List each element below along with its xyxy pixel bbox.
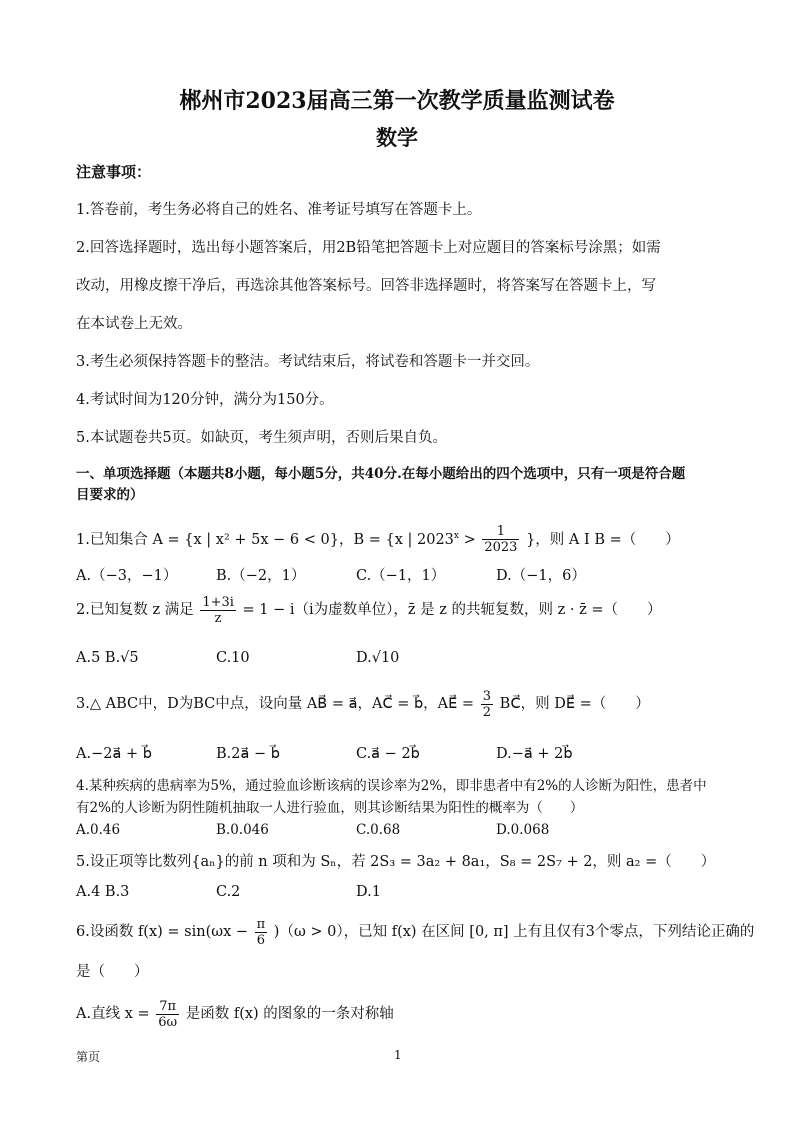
- q4-option-b[interactable]: B.0.046: [216, 822, 269, 838]
- q2-option-a-b[interactable]: A.5 B.√5: [76, 650, 139, 666]
- q2-option-d[interactable]: D.√10: [356, 650, 400, 666]
- q1-option-d[interactable]: D.（−1，6）: [496, 568, 586, 584]
- q5-option-d[interactable]: D.1: [356, 884, 381, 900]
- q2-fraction-numerator: 1+3i: [202, 594, 234, 610]
- question-5-stem: 5.设正项等比数列{aₙ}的前 n 项和为 Sₙ，若 2S₃ = 3a₂ + 8a₁，S₈ = 2S₇ + 2，则 a₂ =（ ）: [76, 854, 716, 870]
- section-heading-line-1: 一、单项选择题（本题共8小题，每小题5分，共40分.在每小题给出的四个选项中，只有一项是符合题: [76, 466, 686, 482]
- q6-fraction: [255, 917, 268, 948]
- question-4-stem-line-2: 有2%的人诊断为阴性随机抽取一人进行验血，则其诊断结果为阳性的概率为（ ）: [76, 800, 584, 816]
- q1-option-b[interactable]: B.（−2，1）: [216, 568, 306, 584]
- q1-fraction-denominator: 2023: [484, 540, 518, 556]
- q2-stem-part-a: 2.已知复数 z 满足: [76, 602, 194, 618]
- q1-stem-part-c: }，则 A I B =（ ）: [526, 531, 680, 548]
- notice-heading: 注意事项：: [76, 163, 152, 181]
- q3-stem-part-b: BC⃗，则 DE⃗ =（ ）: [499, 696, 650, 712]
- notice-item-3: 3.考生必须保持答题卡的整洁。考试结束后，将试卷和答题卡一并交回。: [76, 354, 540, 370]
- question-2-stem: [76, 590, 661, 630]
- q6-option-a-part-b: 是函数 f(x) 的图象的一条对称轴: [185, 1006, 394, 1022]
- q4-option-c[interactable]: C.0.68: [356, 822, 401, 838]
- q2-stem-part-b: = 1 − i（i为虚数单位），z̄ 是 z 的共轭复数，则 z · z̄ =（ ）: [242, 602, 662, 618]
- question-6-stem: [76, 912, 754, 952]
- notice-item-5: 5.本试题卷共5页。如缺页，考生须声明，否则后果自负。: [76, 430, 448, 446]
- q1-exponent: x: [453, 531, 459, 541]
- q5-option-a-b[interactable]: A.4 B.3: [76, 884, 130, 900]
- q3-option-b[interactable]: B.2a⃗ − b⃗: [216, 746, 280, 762]
- q1-option-a[interactable]: A.（−3，−1）: [76, 568, 178, 584]
- notice-item-2-line-2: 改动，用橡皮擦干净后，再选涂其他答案标号。回答非选择题时，将答案写在答题卡上，写: [76, 278, 656, 294]
- footer-page-number: 1: [394, 1048, 402, 1062]
- q1-stem-part-a: 1.已知集合 A = {x | x² + 5x − 6 < 0}，B = {x | 2023: [76, 531, 454, 548]
- footer-page-label: 第页: [76, 1050, 101, 1064]
- q5-option-c[interactable]: C.2: [216, 884, 241, 900]
- q6-stem-part-b: )（ω > 0），已知 f(x) 在区间 [0, π] 上有且仅有3个零点，下列结论正确的: [273, 924, 755, 940]
- q6-option-a[interactable]: [76, 994, 394, 1034]
- q3-option-a[interactable]: A.−2a⃗ + b⃗: [76, 746, 152, 762]
- q2-fraction: [200, 595, 236, 626]
- question-3-stem: [76, 684, 650, 724]
- question-1-stem: [76, 516, 680, 560]
- q6-stem-part-a: 6.设函数 f(x) = sin(ωx −: [76, 924, 249, 940]
- q3-fraction-denominator: 2: [482, 704, 491, 720]
- notice-item-1: 1.答卷前，考生务必将自己的姓名、准考证号填写在答题卡上。: [76, 202, 482, 218]
- q6-option-a-denominator: 6ω: [158, 1014, 178, 1030]
- exam-subject: 数学: [376, 125, 418, 150]
- q1-fraction: [482, 524, 519, 555]
- question-4-stem-line-1: 4.某种疾病的患病率为5%，通过验血诊断该病的误诊率为2%，即非患者中有2%的人诊断为阳性，患者中: [76, 778, 707, 794]
- question-6-stem-line-2: 是（ ）: [76, 964, 149, 980]
- q6-fraction-denominator: 6: [256, 932, 266, 948]
- q4-option-d[interactable]: D.0.068: [496, 822, 550, 838]
- q1-option-c[interactable]: C.（−1，1）: [356, 568, 446, 584]
- q1-stem-part-b: >: [463, 531, 476, 548]
- q6-fraction-numerator: π: [256, 916, 266, 932]
- q6-option-a-fraction: [156, 999, 179, 1030]
- exam-title: 郴州市2023届高三第一次教学质量监测试卷: [179, 88, 615, 114]
- q3-stem-part-a: 3.△ ABC中，D为BC中点，设向量 AB⃗ = a⃗，AC⃗ = b⃗，AE⃗ =: [76, 696, 475, 712]
- q6-option-a-numerator: 7π: [156, 999, 179, 1015]
- notice-item-2-line-1: 2.回答选择题时，选出每小题答案后，用2B铅笔把答题卡上对应题目的答案标号涂黑；如需: [76, 240, 661, 256]
- q6-option-a-part-a: A.直线 x =: [76, 1006, 150, 1022]
- notice-item-4: 4.考试时间为120分钟，满分为150分。: [76, 392, 334, 408]
- section-heading-line-2: 目要求的）: [76, 487, 144, 503]
- q2-option-c[interactable]: C.10: [216, 650, 250, 666]
- q3-option-c[interactable]: C.a⃗ − 2b⃗: [356, 746, 420, 762]
- q3-option-d[interactable]: D.−a⃗ + 2b⃗: [496, 746, 573, 762]
- q3-fraction: [481, 689, 493, 720]
- q4-option-a[interactable]: A.0.46: [76, 822, 121, 838]
- q3-fraction-numerator: 3: [482, 688, 491, 704]
- q1-fraction-numerator: 1: [482, 524, 519, 540]
- notice-item-2-line-3: 在本试卷上无效。: [76, 316, 192, 332]
- q2-fraction-denominator: z: [214, 610, 222, 626]
